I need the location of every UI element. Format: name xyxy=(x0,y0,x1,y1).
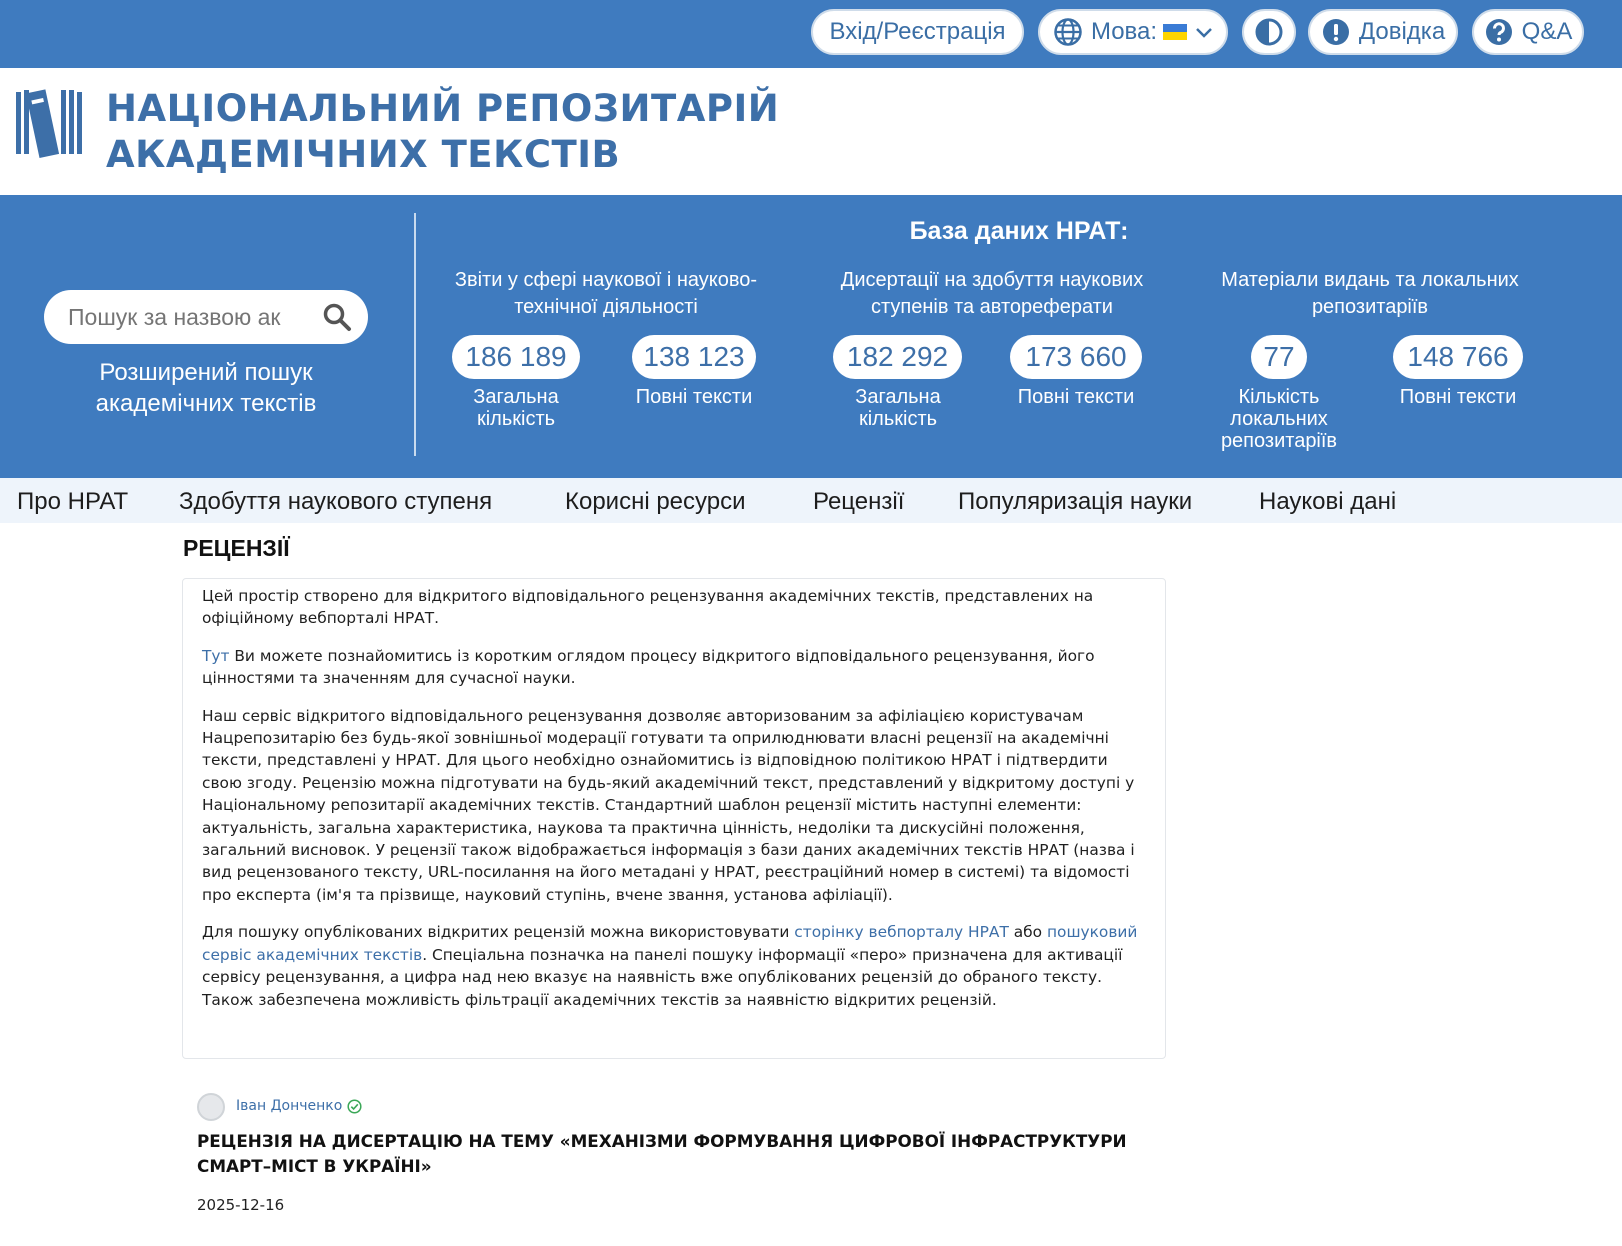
top-bar xyxy=(0,0,1622,68)
column-reports-title[interactable] xyxy=(426,267,786,321)
ukraine-flag-icon xyxy=(1163,24,1187,40)
question-icon xyxy=(1484,17,1514,47)
search-icon[interactable] xyxy=(322,302,352,332)
page-title: РЕЦЕНЗІЇ xyxy=(183,535,290,561)
dissertations-total-label xyxy=(818,386,978,430)
main-nav xyxy=(0,478,1622,523)
stat-label-line1: Загальна xyxy=(855,386,941,408)
chevron-down-icon xyxy=(1195,18,1213,46)
advanced-search-line1: Розширений пошук xyxy=(99,359,313,386)
nav-item-degree[interactable]: Здобуття наукового ступеня xyxy=(179,488,493,515)
reports-total-label xyxy=(436,386,596,430)
review-date: 2025-12-16 xyxy=(197,1196,285,1214)
stats-divider xyxy=(414,213,416,456)
overview-link[interactable]: Тут xyxy=(202,646,230,665)
column-dissertations-title[interactable] xyxy=(802,267,1182,321)
search-service-link[interactable]: пошуковий сервіс академічних текстів xyxy=(202,923,1138,964)
nav-item-popularization[interactable]: Популяризація науки xyxy=(958,488,1193,515)
dissertations-total-count[interactable]: 182 292 xyxy=(833,335,962,379)
site-title-line1: НАЦІОНАЛЬНИЙ РЕПОЗИТАРІЙ xyxy=(106,87,780,130)
avatar[interactable] xyxy=(197,1093,225,1121)
p4-text-2: або xyxy=(1008,923,1047,942)
search-input[interactable] xyxy=(68,304,318,331)
intro-paragraph-3: Наш сервіс відкритого відповідального рецензування дозволяє авторизованим за афіліацією користувачам Нацрепозитарію без будь-якої зовнішньої модерації готувати та оприлюднювати власні рецензії на академічні тексти, представлені у НРАТ. Для цього необхідно ознайомитись із відповідною політикою НРАТ і підтвердити свою згоду. Рецензію можна підготувати на будь-який академічний текст, представлений у відкритому доступі у Національному репозитарії академічних текстів. Стандартний шаблон рецензії містить наступні елементи: актуальність, загальна характеристика, наукова та практична цінність, недоліки та дискусійні положення, загальний висновок. У рецензії також відображається інформація з бази даних академічних текстів НРАТ (назва і вид рецензованого тексту, URL-посилання на його метадані у НРАТ, реєстраційний номер в системі) та відомості про експерта (ім'я та прізвище, науковий ступінь, вчене звання, установа афіліації). xyxy=(202,706,1135,904)
language-label: Мова: xyxy=(1090,18,1158,45)
column-materials-title[interactable] xyxy=(1190,267,1550,321)
review-title-link[interactable]: РЕЦЕНЗІЯ НА ДИСЕРТАЦІЮ НА ТЕМУ «МЕХАНІЗМИ ФОРМУВАННЯ ЦИФРОВОЇ ІНФРАСТРУКТУРИ СМАРТ–МІСТ В УКРАЇНІ» xyxy=(197,1131,1127,1176)
advanced-search-line2: академічних текстів xyxy=(95,390,317,417)
search-box xyxy=(44,290,368,344)
site-title-line2: АКАДЕМІЧНИХ ТЕКСТІВ xyxy=(106,133,621,176)
site-title[interactable] xyxy=(106,86,779,178)
login-register-button[interactable] xyxy=(811,9,1024,55)
contrast-icon xyxy=(1254,17,1284,47)
language-selector[interactable] xyxy=(1038,9,1228,55)
stat-label-line1: Кількість xyxy=(1238,386,1320,408)
reports-total-count[interactable]: 186 189 xyxy=(452,335,580,379)
stat-label-line1: Загальна xyxy=(473,386,559,408)
stat-label-line1: Повні тексти xyxy=(1017,386,1135,408)
stat-label-line2: локальних xyxy=(1230,408,1328,430)
column-title-line1: Дисертації на здобуття наукових xyxy=(840,269,1144,291)
globe-icon xyxy=(1053,17,1083,47)
exclamation-icon xyxy=(1321,17,1351,47)
login-register-label: Вхід/Реєстрація xyxy=(829,18,1006,45)
column-title-line1: Матеріали видань та локальних xyxy=(1221,269,1519,291)
books-logo-icon[interactable] xyxy=(16,86,82,160)
verified-check-icon xyxy=(347,1099,362,1114)
intro-paragraph-2 xyxy=(202,645,1147,690)
contrast-toggle-button[interactable] xyxy=(1242,9,1296,55)
intro-paragraph-4 xyxy=(202,921,1147,1011)
stat-label-line2: кількість xyxy=(476,408,556,430)
materials-fulltext-label xyxy=(1378,386,1538,408)
help-button[interactable] xyxy=(1308,9,1458,55)
nav-item-research-data[interactable]: Наукові дані xyxy=(1259,488,1397,515)
qa-label: Q&A xyxy=(1521,18,1573,45)
local-repos-count[interactable]: 77 xyxy=(1251,335,1307,379)
advanced-search-link[interactable] xyxy=(44,357,368,419)
p4-text-3: . Спеціальна позначка на панелі пошуку інформації «перо» призначена для активації сервісу рецензування, а цифра над нею вказує на наявність вже опублікованих рецензій до обраного тексту. Також забезпечена можливість фільтрації академічних текстів за наявністю відкритих рецензій. xyxy=(202,945,1123,1009)
column-title-line1: Звіти у сфері наукової і науково- xyxy=(454,269,758,291)
nav-item-reviews[interactable]: Рецензії xyxy=(813,488,905,515)
stat-label-line1: Повні тексти xyxy=(1399,386,1517,408)
stat-label-line2: кількість xyxy=(858,408,938,430)
nav-item-about[interactable]: Про НРАТ xyxy=(17,488,129,515)
site-header xyxy=(0,68,1622,195)
materials-fulltext-count[interactable]: 148 766 xyxy=(1393,335,1523,379)
qa-button[interactable] xyxy=(1472,9,1584,55)
stat-label-line3: репозитаріїв xyxy=(1220,430,1338,452)
portal-page-link[interactable]: сторінку вебпорталу НРАТ xyxy=(794,923,1009,942)
dissertations-fulltext-label xyxy=(996,386,1156,408)
review-author-link[interactable]: Іван Донченко xyxy=(236,1098,343,1114)
stat-label-line1: Повні тексти xyxy=(635,386,753,408)
p4-text-1: Для пошуку опублікованих відкритих рецензій можна використовувати xyxy=(202,923,795,942)
column-title-line2: репозитаріїв xyxy=(1311,296,1429,318)
intro-paragraph-2-text: Ви можете познайомитись із коротким оглядом процесу відкритого відповідального рецензування, його цінностями та значенням для сучасної науки. xyxy=(202,646,1095,688)
reviews-intro-box xyxy=(182,578,1166,1059)
column-title-line2: технічної діяльності xyxy=(514,296,698,318)
stats-panel xyxy=(0,195,1622,478)
nav-item-resources[interactable]: Корисні ресурси xyxy=(565,488,746,515)
intro-paragraph-1: Цей простір створено для відкритого відповідального рецензування академічних текстів, представлених на офіційному вебпорталі НРАТ. xyxy=(202,587,1094,628)
database-title: База даних НРАТ: xyxy=(909,217,1129,245)
reports-fulltext-label xyxy=(614,386,774,408)
reports-fulltext-count[interactable]: 138 123 xyxy=(632,335,756,379)
dissertations-fulltext-count[interactable]: 173 660 xyxy=(1010,335,1142,379)
column-title-line2: ступенів та автореферати xyxy=(871,296,1113,318)
local-repos-label xyxy=(1189,386,1369,452)
help-label: Довідка xyxy=(1358,18,1446,45)
